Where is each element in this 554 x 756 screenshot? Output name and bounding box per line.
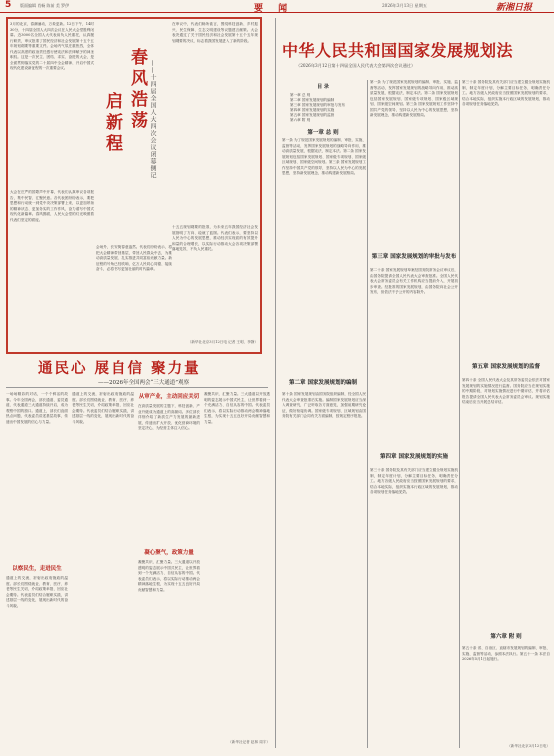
toc-list: [290, 93, 366, 123]
lower-col-3b: 凝聚共识、汇聚力量。三大通道以开放透明的姿态展示中国式民主，让世界看到一个充满活力、自信从容的中国。代表委员们表示，将以实际行动推动两会精神落地生根，为实现十五五良好开局贡献智慧和力量。: [138, 560, 200, 592]
lower-byline: （新华社记者 赵林 周宇）: [228, 740, 270, 744]
commentary-col-1: 3月的北京，春潮涌动，万象更新。12日下午，14时30分，十四届全国人大四次会议在人民大会堂胜利闭幕。近3000名全国人大代表肩负人民重托，认真履行职责，审议批准了国民经济和社会发展第十五个五年规划纲要等重要文件。会场内气氛庄重热烈，全体代表以高度的政治责任感行使宪法和法律赋予的神圣职权。这是一次民主、团结、求实、奋进的大会，是全面贯彻落实党的二十届四中全会精神、开启中国式现代化建设新征程的一次重要会议。: [10, 22, 94, 70]
lower-subhead-2: 从审产业，主动回应关切: [138, 394, 200, 400]
lower-col-2: 通道上的交流，折射出政府施政的温度。部长们围绕就业、教育、医疗、养老等民生关切，介绍政策举措，回应社会期待。代表委员们结合履职实践，讲述基层一线的变化，展现出新时代的奋斗风貌。: [72, 392, 134, 424]
lower-article-subtitle: ——2026年全国两会“三大通道”观察: [98, 380, 190, 386]
chapter-6-text: 第五十条 省、自治区、直辖市发展规划的编制、审批、实施、监督等活动，参照本法执行。第五十一条 本法自2026年5月1日起施行。: [462, 646, 550, 661]
page-header: [0, 0, 554, 13]
toc-item: 第二章 国家发展规划的编制: [290, 98, 335, 102]
toc-title: 目 录: [317, 84, 329, 90]
column-divider: [275, 18, 276, 748]
chapter-2-title: 第二章 国家发展规划的编制: [289, 380, 357, 386]
law-adoption-note: （2026年3月12日第十四届全国人民代表大会第四次会议通过）: [296, 63, 416, 68]
chapter-1-title: 第一章 总 则: [307, 130, 339, 136]
law-title: 中华人民共和国国家发展规划法: [282, 41, 514, 60]
law-col-2-text: 第一条 为了规范国家发展规划的编制、审批、实施、监督等活动，发挥国家发展规划的战略导向作用，推动高质量发展，根据宪法，制定本法。第二条 国家发展规划包括国家发展规划、国家级专项规划、国家级区域规划、国家级空间规划。第三条 国家发展规划工作坚持中国共产党的领导，坚持以人民为中心的发展思想，坚持新发展理念，推动构建新发展格局。: [370, 80, 458, 117]
commentary-col-4: 在审议中，代表们畅所欲言，围绕科技创新、乡村振兴、民生保障、生态文明建设等议题建言献策。大会表决通过了关于国民经济和社会发展第十五个五年规划纲要的决议，标志着我国发展进入了新的阶段。: [172, 22, 258, 43]
column-divider: [367, 80, 368, 748]
chapter-4-text: 第三十条 国务院及其有关部门应当建立健全规划实施机制，制定年度计划，分解主要目标任务，明确责任分工。地方各级人民政府应当按照国家发展规划的要求，结合本地实际，组织实施本行政区域的发展规划，推动各项规划任务落地见效。: [370, 468, 458, 494]
issue-date: 2026年3月13日 星期五: [382, 3, 428, 8]
toc-item: 第一章 总 则: [290, 93, 311, 97]
lower-subhead-3: 凝心聚气，政策力量: [144, 550, 194, 556]
divider-line: [6, 387, 268, 388]
newspaper-logo: 新湘日报: [496, 3, 533, 13]
commentary-title-line2: 启新程: [102, 92, 122, 155]
lower-col-1b: 通道上的交流，折射出政府施政的温度。部长们围绕就业、教育、医疗、养老等民生关切，介绍政策举措，回应社会期待。代表委员们结合履职实践，讲述基层一线的变化，展现出新时代的奋斗风貌。: [6, 576, 68, 608]
chapter-5-text: 第四十条 全国人民代表大会及其常务委员会依法对国家发展规划的实施情况进行监督。国务院应当在规划实施的中期阶段，对规划实施情况进行中期评估，并将评估报告提请全国人民代表大会常务委员会审议。规划实施结束后应当开展总结评估。: [462, 378, 550, 404]
chapter-3-text: 第二十条 国家发展规划草案经国务院常务会议审议后，由国务院提请全国人民代表大会审查批准。全国人民代表大会常务委员会有关工作机构应当提前介入，开展初步审查。经批准的国家发展规划，由国务院向社会公开发布，但依法不予公开的内容除外。: [370, 268, 458, 294]
lower-col-1: 一场场精彩的对话，一个个鲜活的故事。今年全国两会，部长通道、委员通道、代表通道三大通道持续开启，成为观察中国的窗口。通道上，部长们直面热点问题，代表委员讲述基层故事，传递出中国发展的信心与力量。: [6, 392, 68, 424]
commentary-title-line1: 春风浩荡: [127, 48, 147, 132]
chapter-5-title: 第五章 国家发展规划的监督: [472, 364, 540, 370]
commentary-col-5: 十五五规划纲要的批准，为未来五年我国经济社会发展指明了方向、绘就了蓝图。代表们表示，要坚持以人民为中心的发展思想，推动经济实现质的有效提升和量的合理增长，以实际行动推动大会各项决策部署落地见效，不负人民重托。: [172, 225, 258, 251]
law-footer-note: （新华社北京3月12日电）: [507, 744, 550, 748]
toc-item: 第六章 附 则: [290, 118, 311, 122]
chapter-4-title: 第四章 国家发展规划的实施: [380, 454, 448, 460]
chapter-2-text: 第十条 国家发展规划由国务院组织编制，经全国人民代表大会审查批准后实施。编制国家发展规划应当深入调查研究，广泛听取各方面意见，加强前期研究论证，做好衔接协调。国家级专项规划、区域规划由国务院有关部门会同有关方面编制，按规定程序报批。: [282, 392, 366, 418]
page-number: 5: [5, 0, 12, 10]
commentary-byline: （新华社北京3月12日电 记者 王明、李静）: [187, 340, 258, 344]
commentary-col-3: 会场外，长安街春意盎然。代表们纷纷表示，将把大会精神带回基层，带回人民群众中去，为推动高质量发展、扎实推进共同富裕贡献力量。新征程的号角已经吹响，亿万人民同心同德、接续奋斗，必将书写更加壮丽的时代篇章。: [96, 245, 172, 271]
toc-item: 第三章 国家发展规划的审批与发布: [290, 103, 346, 107]
chapter-3-title: 第三章 国家发展规划的审批与发布: [371, 254, 457, 260]
section-title: 要 闻: [254, 4, 294, 14]
lower-subhead-1: 以察民生，走进民生: [12, 566, 62, 572]
law-col-3-text: 第三十条 国务院及其有关部门应当建立健全规划实施机制，制定年度计划，分解主要目标任务，明确责任分工。地方各级人民政府应当按照国家发展规划的要求，结合本地实际，组织实施本行政区域的发展规划，推动各项规划任务落地见效。: [462, 80, 550, 106]
lower-col-3: 在高质量发展的主题下，科技创新、产业升级成为通道上的高频词。多位部长详细介绍了新质生产力发展的最新进展，传递出扩大开放、优化营商环境的坚定决心，为经营主体注入信心。: [138, 404, 200, 430]
column-divider: [459, 80, 460, 748]
chapter-1-text: 第一条 为了规范国家发展规划的编制、审批、实施、监督等活动，发挥国家发展规划的战略导向作用，推动高质量发展，根据宪法，制定本法。第二条 国家发展规划包括国家发展规划、国家级专项规划、国家级区域规划、国家级空间规划。第三条 国家发展规划工作坚持中国共产党的领导，坚持以人民为中心的发展思想，坚持新发展理念，推动构建新发展格局。: [282, 138, 366, 175]
lower-article-title: 通民心 展自信 聚力量: [38, 360, 201, 377]
chapter-6-title: 第六章 附 则: [490, 634, 522, 640]
toc-item: 第五章 国家发展规划的监督: [290, 113, 335, 117]
lower-col-4: 凝聚共识、汇聚力量。三大通道以开放透明的姿态展示中国式民主，让世界看到一个充满活力、自信从容的中国。代表委员们表示，将以实际行动推动两会精神落地生根，为实现十五五良好开局贡献智慧和力量。: [204, 392, 270, 424]
edition-info: 版面编辑 肖畅 陈前 美 罗伊: [20, 3, 70, 8]
toc-item: 第四章 国家发展规划的实施: [290, 108, 335, 112]
commentary-col-2: 大会在庄严的国歌声中开幕，代表们认真审议各项报告，集中民智、汇聚民意。各代表团纷纷表示，要把思想和行动统一到党中央决策部署上来，以更加昂扬的精神状态、更加务实的工作作风，奋力谱写中国式现代化新篇章。春风拂面，人民大会堂的灯光映照着代表们坚定的面庞。: [10, 190, 94, 222]
commentary-subtitle: ——十四届全国人大四次会议闭幕侧记: [149, 60, 156, 179]
